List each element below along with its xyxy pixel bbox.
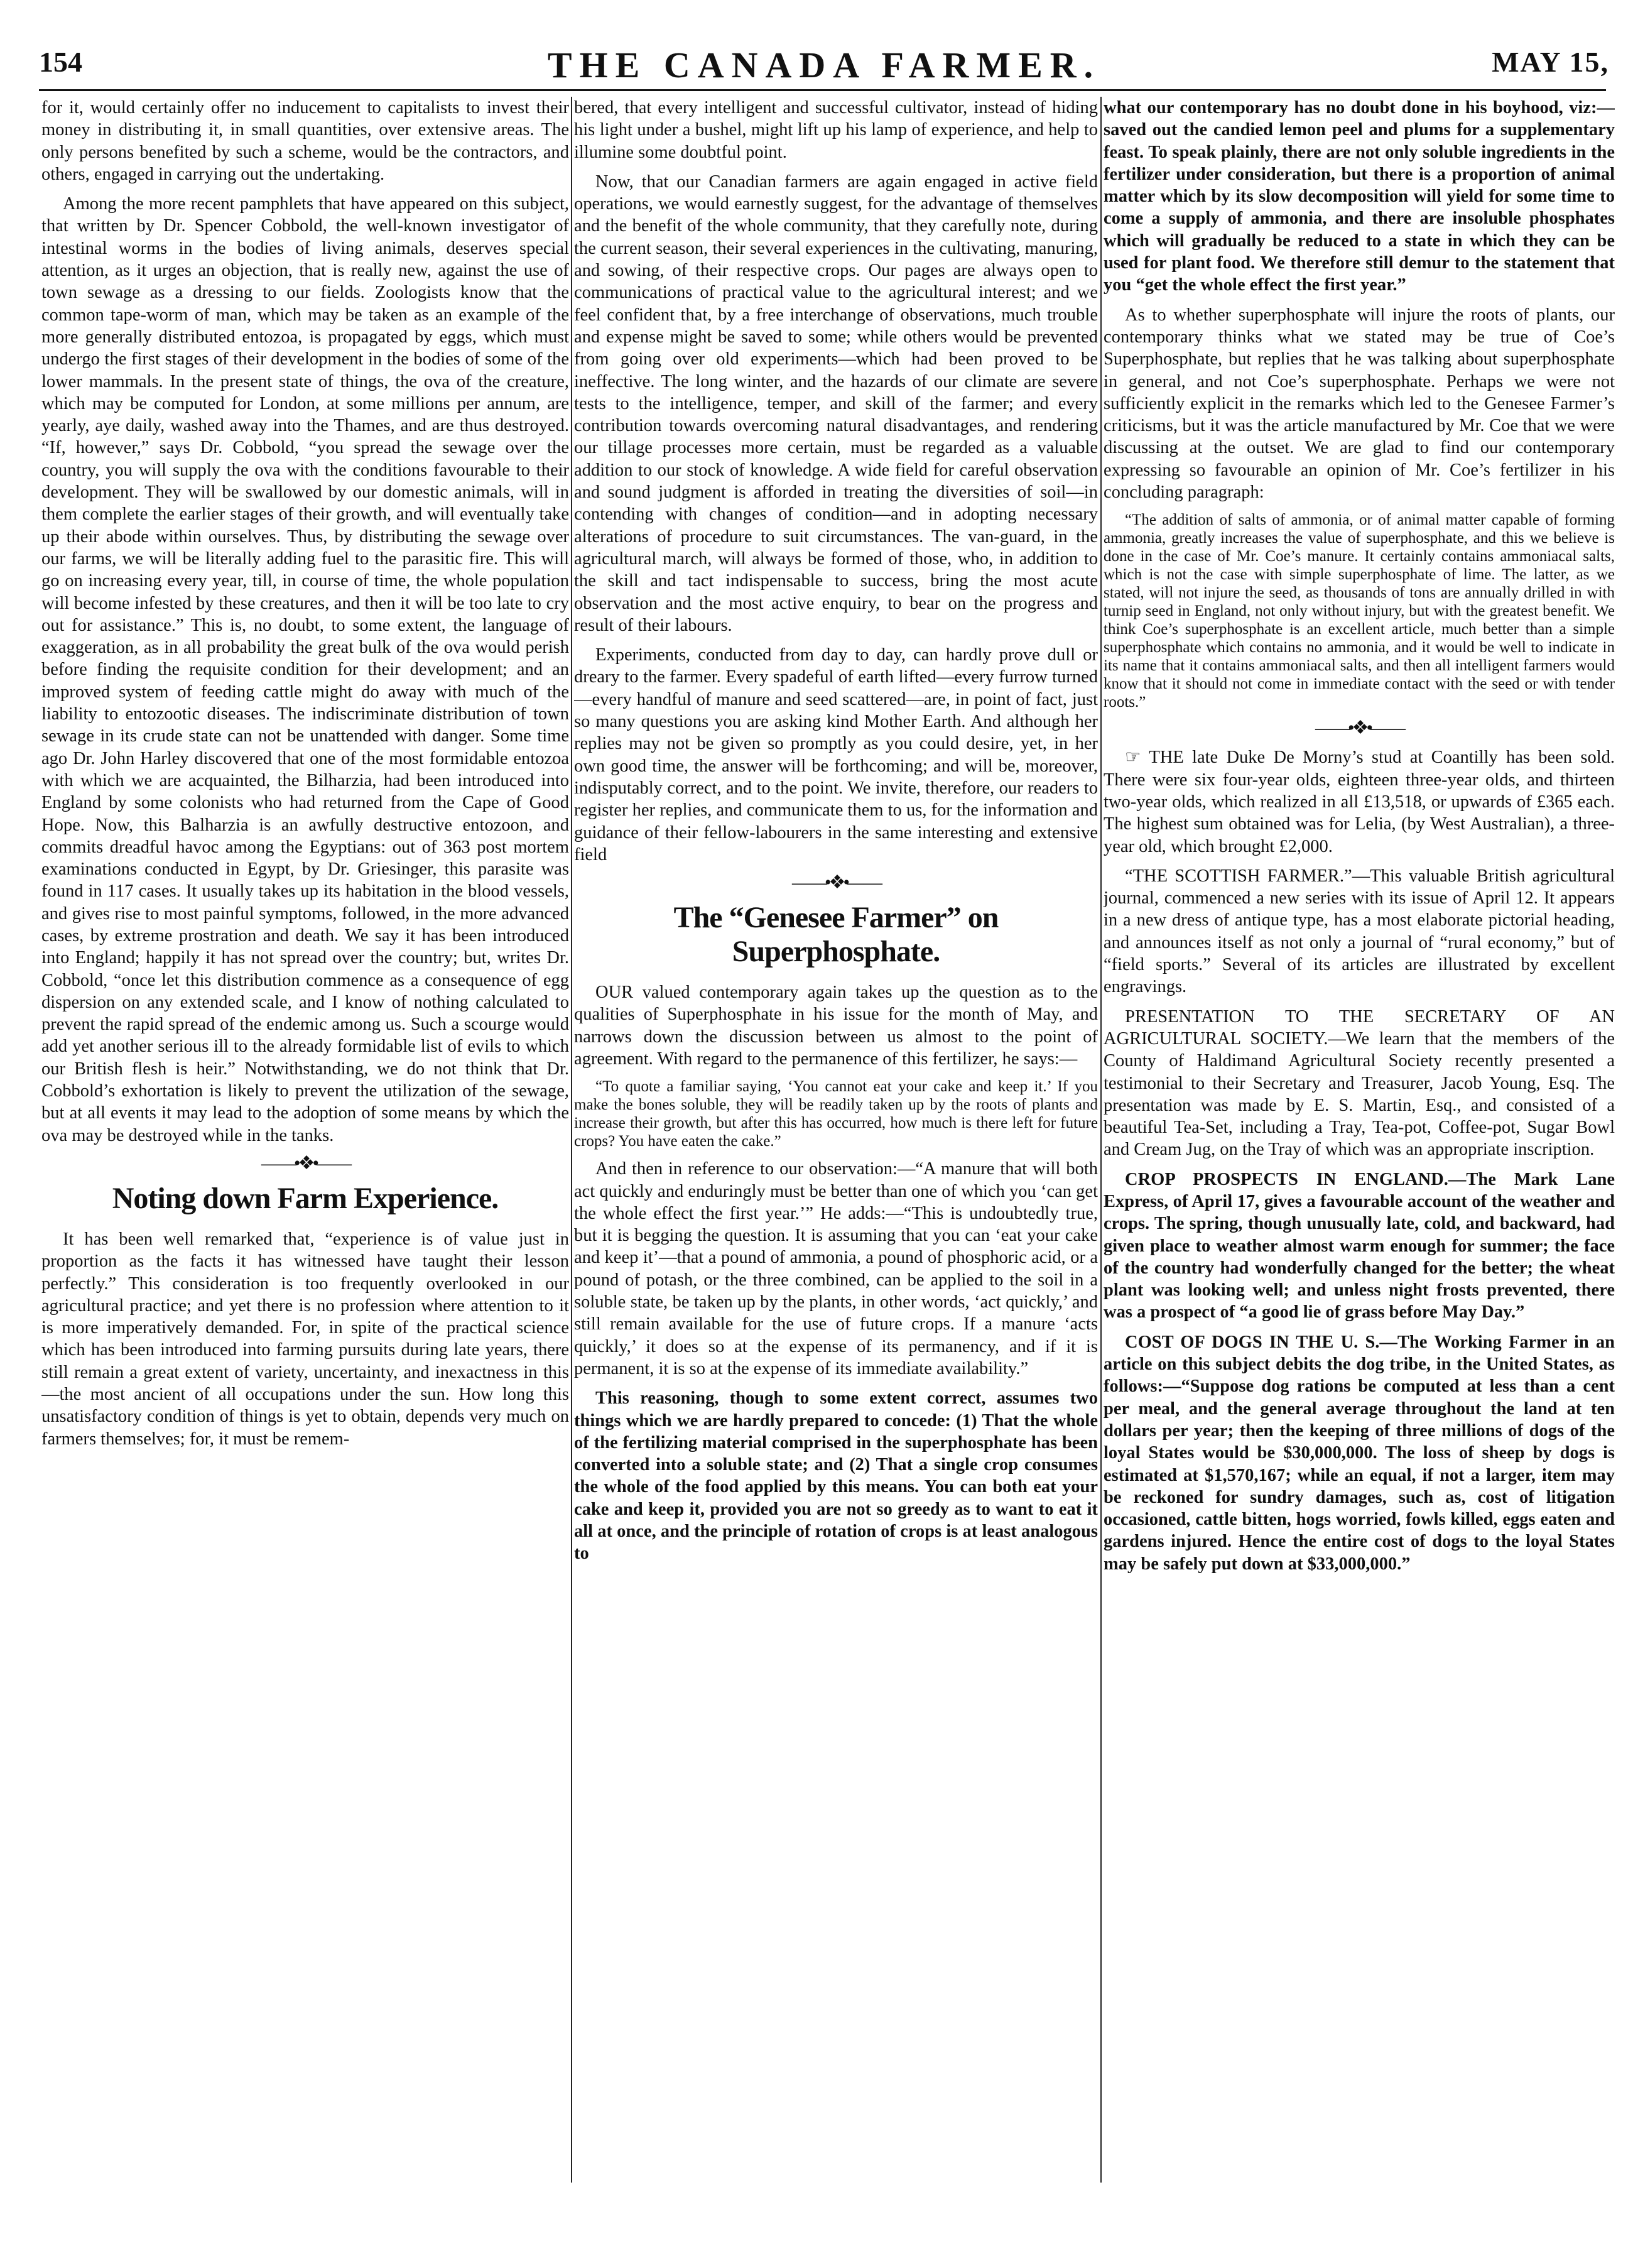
journal-title: THE CANADA FARMER. bbox=[547, 45, 1101, 85]
issue-date: MAY 15, bbox=[1492, 46, 1609, 78]
superphosphate-continued: what our contemporary has no doubt done in his boyhood, viz:—saved out the candied lemon peel and plums for a supplementary feast. To speak plainly, there are not only soluble ingredients in the fertilizer under consideration, but there is a proportion of animal matter which by its slow decomposition will yield for some time to come a supply of ammonia, and there are insoluble phosphates which will gradually be reduced to a state in which they can be used for plant food. We therefore still demur to the statement that you “get the whole effect the first year.” bbox=[1104, 98, 1615, 295]
column-divider bbox=[571, 97, 572, 2183]
column-divider bbox=[1100, 97, 1102, 2183]
section-separator: ——•❖•—— bbox=[1315, 717, 1403, 739]
masthead bbox=[39, 45, 1609, 89]
column-2 bbox=[574, 97, 1098, 2183]
farm-experience-paragraph: Experiments, conducted from day to day, can hardly prove dull or dreary to the farmer. Every spadeful of earth lifted—every furrow turned—every handful of manure and seed scattered—are, in point of fact, just so many questions you are asking kind Mother Earth. And although her replies may not be given so promptly as you could desire, yet, in her own good time, the answer will be forthcoming; and will be, moreover, indisputably correct, and to the point. We invite, therefore, our readers to register her replies, and communicate them to us, for the information and guidance of their fellow-labourers in the same interesting and extensive field bbox=[574, 645, 1098, 864]
heading-noting-farm-experience: Noting down Farm Experience. bbox=[112, 1181, 499, 1215]
superphosphate-quote: “The addition of salts of ammonia, or of animal matter capable of forming ammonia, greatly increases the value of superphosphate, and this we believe is done in the case of Mr. Coe’s manure. It certainly contains ammoniacal salts, which is not the case with simple superphosphate of lime. The latter, as we stated, will not injure the seed, as thousands of tons are annually drilled in with turnip seed in England, not only without injury, but with the greatest benefit. We think Coe’s superphosphate is an excellent article, much better than a simple superphosphate which contains no ammonia, and it would be well to indicate in its name that it contains ammoniacal salts, and then all intelligent farmers would know that it should not come in immediate contact with the seed or with tender roots.” bbox=[1104, 511, 1615, 711]
news-item-haldimand-presentation: PRESENTATION TO THE SECRETARY OF AN AGRICULTURAL SOCIETY.—We learn that the members of the County of Haldimand Agricultural Society recently presented a testimonial to their Secretary and Treasurer, Jacob Young, Esq. The presentation was made by E. S. Martin, Esq., and consisted of a beautiful Tea-Set, including a Tray, Tea-pot, Coffee-pot, Sugar Bowl and Cream Jug, on the Tray of which was an appropriate inscription. bbox=[1104, 1006, 1615, 1160]
sewage-article-continued: for it, would certainly offer no inducement to capitalists to invest their money in distributing it, in small quantities, over extensive areas. The only persons benefited by such a scheme, would be the contractors, and others, engaged in carrying out the undertaking. bbox=[41, 98, 569, 184]
section-separator: ——•❖•—— bbox=[261, 1152, 349, 1174]
news-item-cost-of-dogs: COST OF DOGS IN THE U. S.—The Working Farmer in an article on this subject debits the dog tribe, in the United States, as follows:—“Suppose dog rations be computed at less than a cent per meal, and the general average throughout the land at ten dollars per year; then the keeping of three millions of dogs of the loyal States would be $30,000,000. The loss of sheep by dogs is estimated at $1,570,167; while an equal, if not a larger, item may be reckoned for sundry damages, such as, cost of litigation occasioned, cattle bitten, hogs worried, fowls killed, eggs eaten and gardens injured. Hence the entire cost of dogs to the loyal States may be safely put down at $33,000,000.” bbox=[1104, 1332, 1615, 1574]
news-item-scottish-farmer: “THE SCOTTISH FARMER.”—This valuable British agricultural journal, commenced a new series with its issue of April 12. It appears in a new dress of antique type, has a most elaborate pictorial heading, and announces itself as not only a journal of “rural economy,” but of “field sports.” Several of its articles are illustrated by excellent engravings. bbox=[1104, 866, 1615, 997]
news-item-crop-prospects: CROP PROSPECTS IN ENGLAND.—The Mark Lane Express, of April 17, gives a favourable account of the weather and crops. The spring, though unusually late, cold, and backward, had given place to weather almost warm enough for summer; the face of the country had wonderfully changed for the better; the wheat plant was looking well; and unless night frosts prevented, there was a prospect of “a good lie of grass before May Day.” bbox=[1104, 1169, 1615, 1322]
heading-genesee-farmer-superphosphate: The “Genesee Farmer” on Superphosphate. bbox=[673, 901, 999, 969]
superphosphate-paragraph: And then in reference to our observation:—“A manure that will both act quickly and enduringly must be better than one of which you ‘can get the whole effect the first year.’” He adds:—“This is undoubtedly true, but it is begging the question. It is assuming that you can ‘eat your cake and keep it’—that a pound of ammonia, a pound of phosphoric acid, or a pound of potash, or the three combined, can be applied to the soil in a soluble state, be taken up by the plants, in other words, ‘act quickly,’ and still remain available for the use of future crops. If a manure ‘acts quickly,’ it does so at the expense of its permanency, and if it is permanent, it is so at the expense of its immediate availability.” bbox=[574, 1159, 1098, 1378]
column-1 bbox=[41, 97, 569, 2183]
superphosphate-paragraph: As to whether superphosphate will injure the roots of plants, our contemporary thinks what we stated may be true of Coe’s Superphosphate, but replies that he was talking about superphosphate in general, and not Coe’s superphosphate. Perhaps we were not sufficiently explicit in the remarks which led to the Genesee Farmer’s criticisms, but it was the article manufactured by Mr. Coe that we were discussing at the outset. We are glad to find our contemporary expressing so favourable an opinion of Mr. Coe’s fertilizer in his concluding paragraph: bbox=[1104, 305, 1615, 503]
news-item-de-morny-stud: ☞ THE late Duke De Morny’s stud at Coantilly has been sold. There were six four-year olds, eighteen three-year olds, and thirteen two-year olds, which realized in all £13,518, or upwards of £365 each. The highest sum obtained was for Lelia, (by West Australian), a three-year old, which brought £2,000. bbox=[1104, 748, 1615, 856]
farm-experience-paragraph: It has been well remarked that, “experience is of value just in proportion as the facts it has witnessed have taught their lesson perfectly.” This consideration is too frequently overlooked in our agricultural practice; and yet there is no profession where attention to it is more imperatively demanded. For, in spite of the practical science which has been introduced into farming pursuits during late years, there still remain a great extent of variety, uncertainty, and inexactness in this—the most ancient of all occupations under the sun. How long this unsatisfactory condition of things is yet to obtain, depends very much on farmers themselves; for, it must be remem- bbox=[41, 1229, 569, 1449]
superphosphate-quote: “To quote a familiar saying, ‘You cannot eat your cake and keep it.’ If you make the bones soluble, they will be readily taken up by the roots of plants and increase their growth, but after this has occurred, how much is there left for future crops? You have eaten the cake.” bbox=[574, 1078, 1098, 1150]
farm-experience-continued: bered, that every intelligent and successful cultivator, instead of hiding his light under a bushel, might lift up his lamp of experience, and help to illumine some doubtful point. bbox=[574, 98, 1098, 162]
section-separator: ——•❖•—— bbox=[792, 872, 880, 893]
sewage-article-cobbold: Among the more recent pamphlets that have appeared on this subject, that written by Dr. Spencer Cobbold, the well-known investigator of intestinal worms in the bodies of living animals, deserves special attention, as it urges an objection, that is really new, against the use of town sewage as a dressing to our fields. Zoologists know that the common tape-worm of man, which may be taken as an example of the more generally distributed entozoa, is propagated by eggs, which must undergo the first stages of their development in the bodies of some of the lower mammals. In the present state of things, the ova of the creature, which may be computed for London, at some millions per annum, are yearly, aye daily, washed away into the Thames, and are thus destroyed. “If, however,” says Dr. Cobbold, “you spread the sewage over the country, you will supply the ova with the conditions favourable to their development. They will be swallowed by our domestic animals, will in them complete the earlier stages of their growth, and will eventually take up their abode within ourselves. Thus, by distributing the sewage over our farms, we will be literally adding fuel to the parasitic fire. This will go on increasing every year, till, in course of time, the whole population will become infested by these creatures, and then it will be too late to cry out for assistance.” This is, no doubt, to some extent, the language of exaggeration, as in all probability the great bulk of the ova would perish before finding the requisite condition for their development; and an improved system of feeding cattle might do away with much of the liability to entozootic diseases. The indiscriminate distribution of town sewage in its crude state can not be unattended with danger. Some time ago Dr. John Harley discovered that one of the most formidable entozoa with which we are acquainted, the Bilharzia, had been introduced into England by some colonists who had returned from the Cape of Good Hope. Now, this Balharzia is an awfully destructive entozoon, and commits dreadful havoc among the Egyptians: out of 363 post mortem examinations conducted in Egypt, by Dr. Griesinger, this parasite was found in 117 cases. It usually takes up its habitation in the blood vessels, and gives rise to most painful symptoms, followed, in the more advanced cases, by extreme prostration and death. We say it has been introduced into England; happily it has not spread over the country; but, writes Dr. Cobbold, “once let this distribution commence as a consequence of egg dispersion on any extended scale, and I know of nothing calculated to prevent the rapid spread of the endemic among us. Such a scourge would add yet another serious ill to the already formidable list of evils to which our British flesh is heir.” Notwithstanding, we do not think that Dr. Cobbold’s exhortation is likely to prevent the utilization of the sewage, but at all events it may lead to the adoption of some means by which the ova may be destroyed while in the tanks. bbox=[41, 194, 569, 1145]
page-number: 154 bbox=[39, 46, 82, 78]
header-rule bbox=[39, 89, 1606, 91]
column-3 bbox=[1104, 97, 1615, 2183]
superphosphate-paragraph: OUR valued contemporary again takes up the question as to the qualities of Superphosphate in his issue for the month of May, and narrows down the discussion between us almost to the point of agreement. With regard to the permanence of this fertilizer, he says:— bbox=[574, 983, 1098, 1069]
superphosphate-paragraph: This reasoning, though to some extent correct, assumes two things which we are hardly prepared to concede: (1) That the whole of the fertilizing material comprised in the superphosphate has been converted into a soluble state; and (2) That a single crop consumes the whole of the food applied by this means. You can both eat your cake and keep it, provided you are not so greedy as to want to eat it all at once, and the principle of rotation of crops is at least analogous to bbox=[574, 1388, 1098, 1564]
farm-experience-paragraph: Now, that our Canadian farmers are again engaged in active field operations, we would earnestly suggest, for the advantage of themselves and the benefit of the whole community, that they carefully note, during the current season, their several experiences in the cultivating, manuring, and sowing, of their respective crops. Our pages are always open to communications of practical value to the agricultural interest; and we feel confident that, by a free interchange of observations, much trouble and expense might be saved to some; while others would be prevented from going over old experiments—which had been proved to be ineffective. The long winter, and the hazards of our climate are severe tests to the intelligence, temper, and skill of the farmer; and every contribution towards overcoming natural disadvantages, and rendering our tillage processes more certain, must be regarded as a valuable addition to our stock of knowledge. A wide field for careful observation and sound judgment is afforded in treating the diversities of soil—in contending with changes of condition—and in adopting necessary alterations of procedure to suit circumstances. The van-guard, in the agricultural march, will always be formed of those, who, in addition to the skill and tact indispensable to success, bring the most acute observation and the most active enquiry, to bear on the progress and result of their labours. bbox=[574, 172, 1098, 635]
